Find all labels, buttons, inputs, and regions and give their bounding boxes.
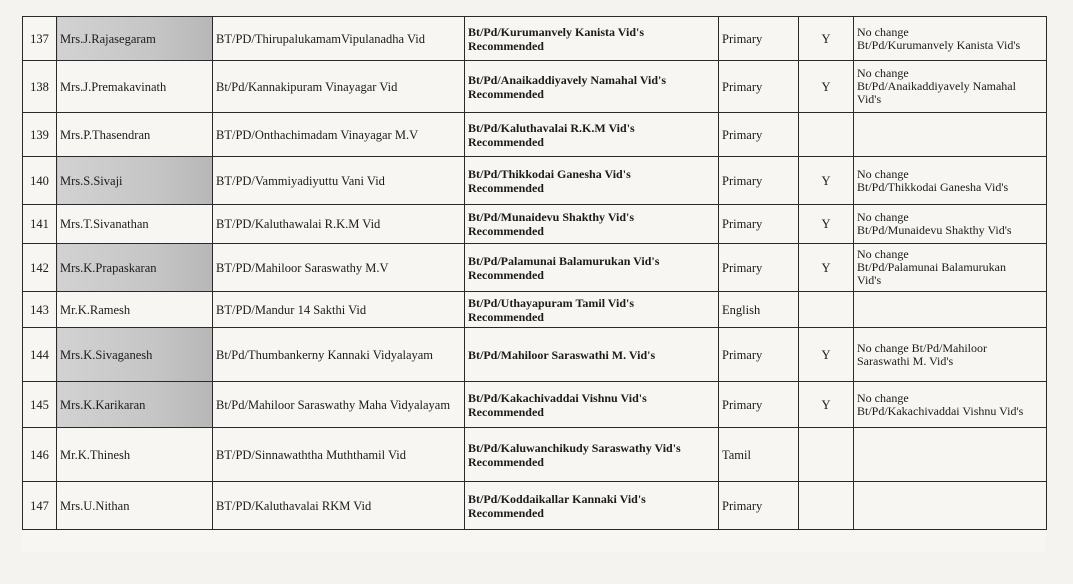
row-number: 139 — [23, 113, 57, 157]
recommended-line: Bt/Pd/Palamunai Balamurukan Vid's — [468, 253, 660, 268]
remarks — [854, 17, 1047, 61]
row-number: 143 — [23, 292, 57, 328]
remark-line: No change Bt/Pd/Mahiloor — [857, 340, 987, 355]
teacher-name: Mrs.J.Rajasegaram — [57, 17, 213, 61]
recommended-line: Recommended — [468, 404, 544, 419]
recommended-school — [465, 328, 719, 382]
recommended-school — [465, 482, 719, 530]
remark-line: No change — [857, 210, 909, 224]
table-row — [23, 113, 1047, 157]
remarks — [854, 482, 1047, 530]
transfer-table — [22, 16, 1047, 530]
current-school: BT/PD/Sinnawaththa Muththamil Vid — [213, 428, 465, 482]
recommended-line: Recommended — [468, 505, 544, 520]
teacher-name: Mrs.K.Prapaskaran — [57, 244, 213, 292]
remarks — [854, 157, 1047, 205]
approval-flag: Y — [799, 17, 854, 61]
table-row — [23, 428, 1047, 482]
remark-line: Saraswathi M. Vid's — [857, 353, 954, 368]
medium: Primary — [719, 244, 799, 292]
table-row — [23, 17, 1047, 61]
row-number: 140 — [23, 157, 57, 205]
recommended-line: Bt/Pd/Kurumanvely Kanista Vid's — [468, 24, 645, 39]
remark-line: No change — [857, 66, 909, 80]
remarks — [854, 205, 1047, 244]
row-number: 144 — [23, 328, 57, 382]
recommended-school — [465, 428, 719, 482]
current-school: Bt/Pd/Mahiloor Saraswathy Maha Vidyalayam — [213, 382, 465, 428]
recommended-line: Bt/Pd/Kaluthavalai R.K.M Vid's — [468, 120, 635, 135]
row-number: 145 — [23, 382, 57, 428]
current-school: BT/PD/Mahiloor Saraswathy M.V — [213, 244, 465, 292]
recommended-line: Recommended — [468, 309, 544, 324]
current-school: BT/PD/Kaluthavalai RKM Vid — [213, 482, 465, 530]
approval-flag — [799, 113, 854, 157]
remark-line: Bt/Pd/Kakachivaddai Vishnu Vid's — [857, 403, 1024, 418]
table-row — [23, 292, 1047, 328]
approval-flag — [799, 292, 854, 328]
recommended-line: Bt/Pd/Anaikaddiyavely Namahal Vid's — [468, 72, 667, 87]
table-row — [23, 205, 1047, 244]
medium: Primary — [719, 113, 799, 157]
row-number: 142 — [23, 244, 57, 292]
approval-flag: Y — [799, 328, 854, 382]
teacher-name: Mrs.K.Karikaran — [57, 382, 213, 428]
teacher-name: Mrs.K.Sivaganesh — [57, 328, 213, 382]
row-number: 147 — [23, 482, 57, 530]
current-school: BT/PD/Mandur 14 Sakthi Vid — [213, 292, 465, 328]
teacher-name: Mrs.T.Sivanathan — [57, 205, 213, 244]
remarks — [854, 428, 1047, 482]
remark-line: No change — [857, 166, 909, 181]
recommended-school — [465, 113, 719, 157]
approval-flag — [799, 482, 854, 530]
teacher-name: Mrs.J.Premakavinath — [57, 61, 213, 113]
recommended-line: Bt/Pd/Koddaikallar Kannaki Vid's — [468, 491, 646, 506]
recommended-school — [465, 157, 719, 205]
medium: Primary — [719, 205, 799, 244]
current-school: BT/PD/ThirupalukamamVipulanadha Vid — [213, 17, 465, 61]
recommended-line: Recommended — [468, 38, 544, 53]
approval-flag — [799, 428, 854, 482]
remark-line: Vid's — [857, 92, 882, 106]
current-school: Bt/Pd/Kannakipuram Vinayagar Vid — [213, 61, 465, 113]
remarks — [854, 382, 1047, 428]
teacher-name: Mr.K.Ramesh — [57, 292, 213, 328]
table-row — [23, 61, 1047, 113]
approval-flag: Y — [799, 205, 854, 244]
row-number: 141 — [23, 205, 57, 244]
recommended-line: Bt/Pd/Thikkodai Ganesha Vid's — [468, 166, 631, 181]
table-row — [23, 328, 1047, 382]
remarks — [854, 113, 1047, 157]
remark-line: Bt/Pd/Palamunai Balamurukan — [857, 260, 1006, 274]
recommended-line: Recommended — [468, 86, 544, 101]
approval-flag: Y — [799, 61, 854, 113]
remark-line: No change — [857, 390, 909, 405]
recommended-school — [465, 17, 719, 61]
teacher-name: Mr.K.Thinesh — [57, 428, 213, 482]
document-page — [22, 16, 1046, 552]
current-school: Bt/Pd/Thumbankerny Kannaki Vidyalayam — [213, 328, 465, 382]
table-row — [23, 482, 1047, 530]
recommended-line: Bt/Pd/Munaidevu Shakthy Vid's — [468, 210, 635, 224]
recommended-school — [465, 205, 719, 244]
medium: Primary — [719, 157, 799, 205]
row-number: 137 — [23, 17, 57, 61]
medium: Primary — [719, 482, 799, 530]
remarks — [854, 244, 1047, 292]
medium: Primary — [719, 17, 799, 61]
current-school: BT/PD/Kaluthawalai R.K.M Vid — [213, 205, 465, 244]
recommended-line: Bt/Pd/Mahiloor Saraswathi M. Vid's — [468, 347, 656, 362]
recommended-line: Recommended — [468, 224, 544, 238]
teacher-name: Mrs.U.Nithan — [57, 482, 213, 530]
medium: Primary — [719, 61, 799, 113]
remarks — [854, 292, 1047, 328]
recommended-line: Recommended — [468, 134, 544, 149]
recommended-line: Bt/Pd/Uthayapuram Tamil Vid's — [468, 295, 635, 310]
teacher-name: Mrs.P.Thasendran — [57, 113, 213, 157]
recommended-school — [465, 382, 719, 428]
remarks — [854, 61, 1047, 113]
table-row — [23, 244, 1047, 292]
medium: English — [719, 292, 799, 328]
remark-line: No change — [857, 247, 909, 261]
remark-line: Bt/Pd/Munaidevu Shakthy Vid's — [857, 223, 1012, 237]
recommended-line: Recommended — [468, 454, 544, 469]
remark-line: Bt/Pd/Anaikaddiyavely Namahal — [857, 79, 1016, 93]
remark-line: Bt/Pd/Thikkodai Ganesha Vid's — [857, 179, 1009, 194]
recommended-school — [465, 244, 719, 292]
remark-line: Vid's — [857, 273, 882, 287]
current-school: BT/PD/Onthachimadam Vinayagar M.V — [213, 113, 465, 157]
recommended-line: Bt/Pd/Kakachivaddai Vishnu Vid's — [468, 390, 647, 405]
row-number: 146 — [23, 428, 57, 482]
approval-flag: Y — [799, 382, 854, 428]
teacher-name: Mrs.S.Sivaji — [57, 157, 213, 205]
remarks — [854, 328, 1047, 382]
recommended-school — [465, 292, 719, 328]
medium: Primary — [719, 328, 799, 382]
medium: Primary — [719, 382, 799, 428]
recommended-line: Bt/Pd/Kaluwanchikudy Saraswathy Vid's — [468, 440, 681, 455]
approval-flag: Y — [799, 157, 854, 205]
remark-line: Bt/Pd/Kurumanvely Kanista Vid's — [857, 37, 1021, 52]
remark-line: No change — [857, 24, 909, 39]
table-row — [23, 382, 1047, 428]
row-number: 138 — [23, 61, 57, 113]
medium: Tamil — [719, 428, 799, 482]
current-school: BT/PD/Vammiyadiyuttu Vani Vid — [213, 157, 465, 205]
recommended-line: Recommended — [468, 267, 544, 282]
approval-flag: Y — [799, 244, 854, 292]
recommended-line: Recommended — [468, 180, 544, 195]
recommended-school — [465, 61, 719, 113]
table-body — [23, 17, 1047, 530]
table-row — [23, 157, 1047, 205]
